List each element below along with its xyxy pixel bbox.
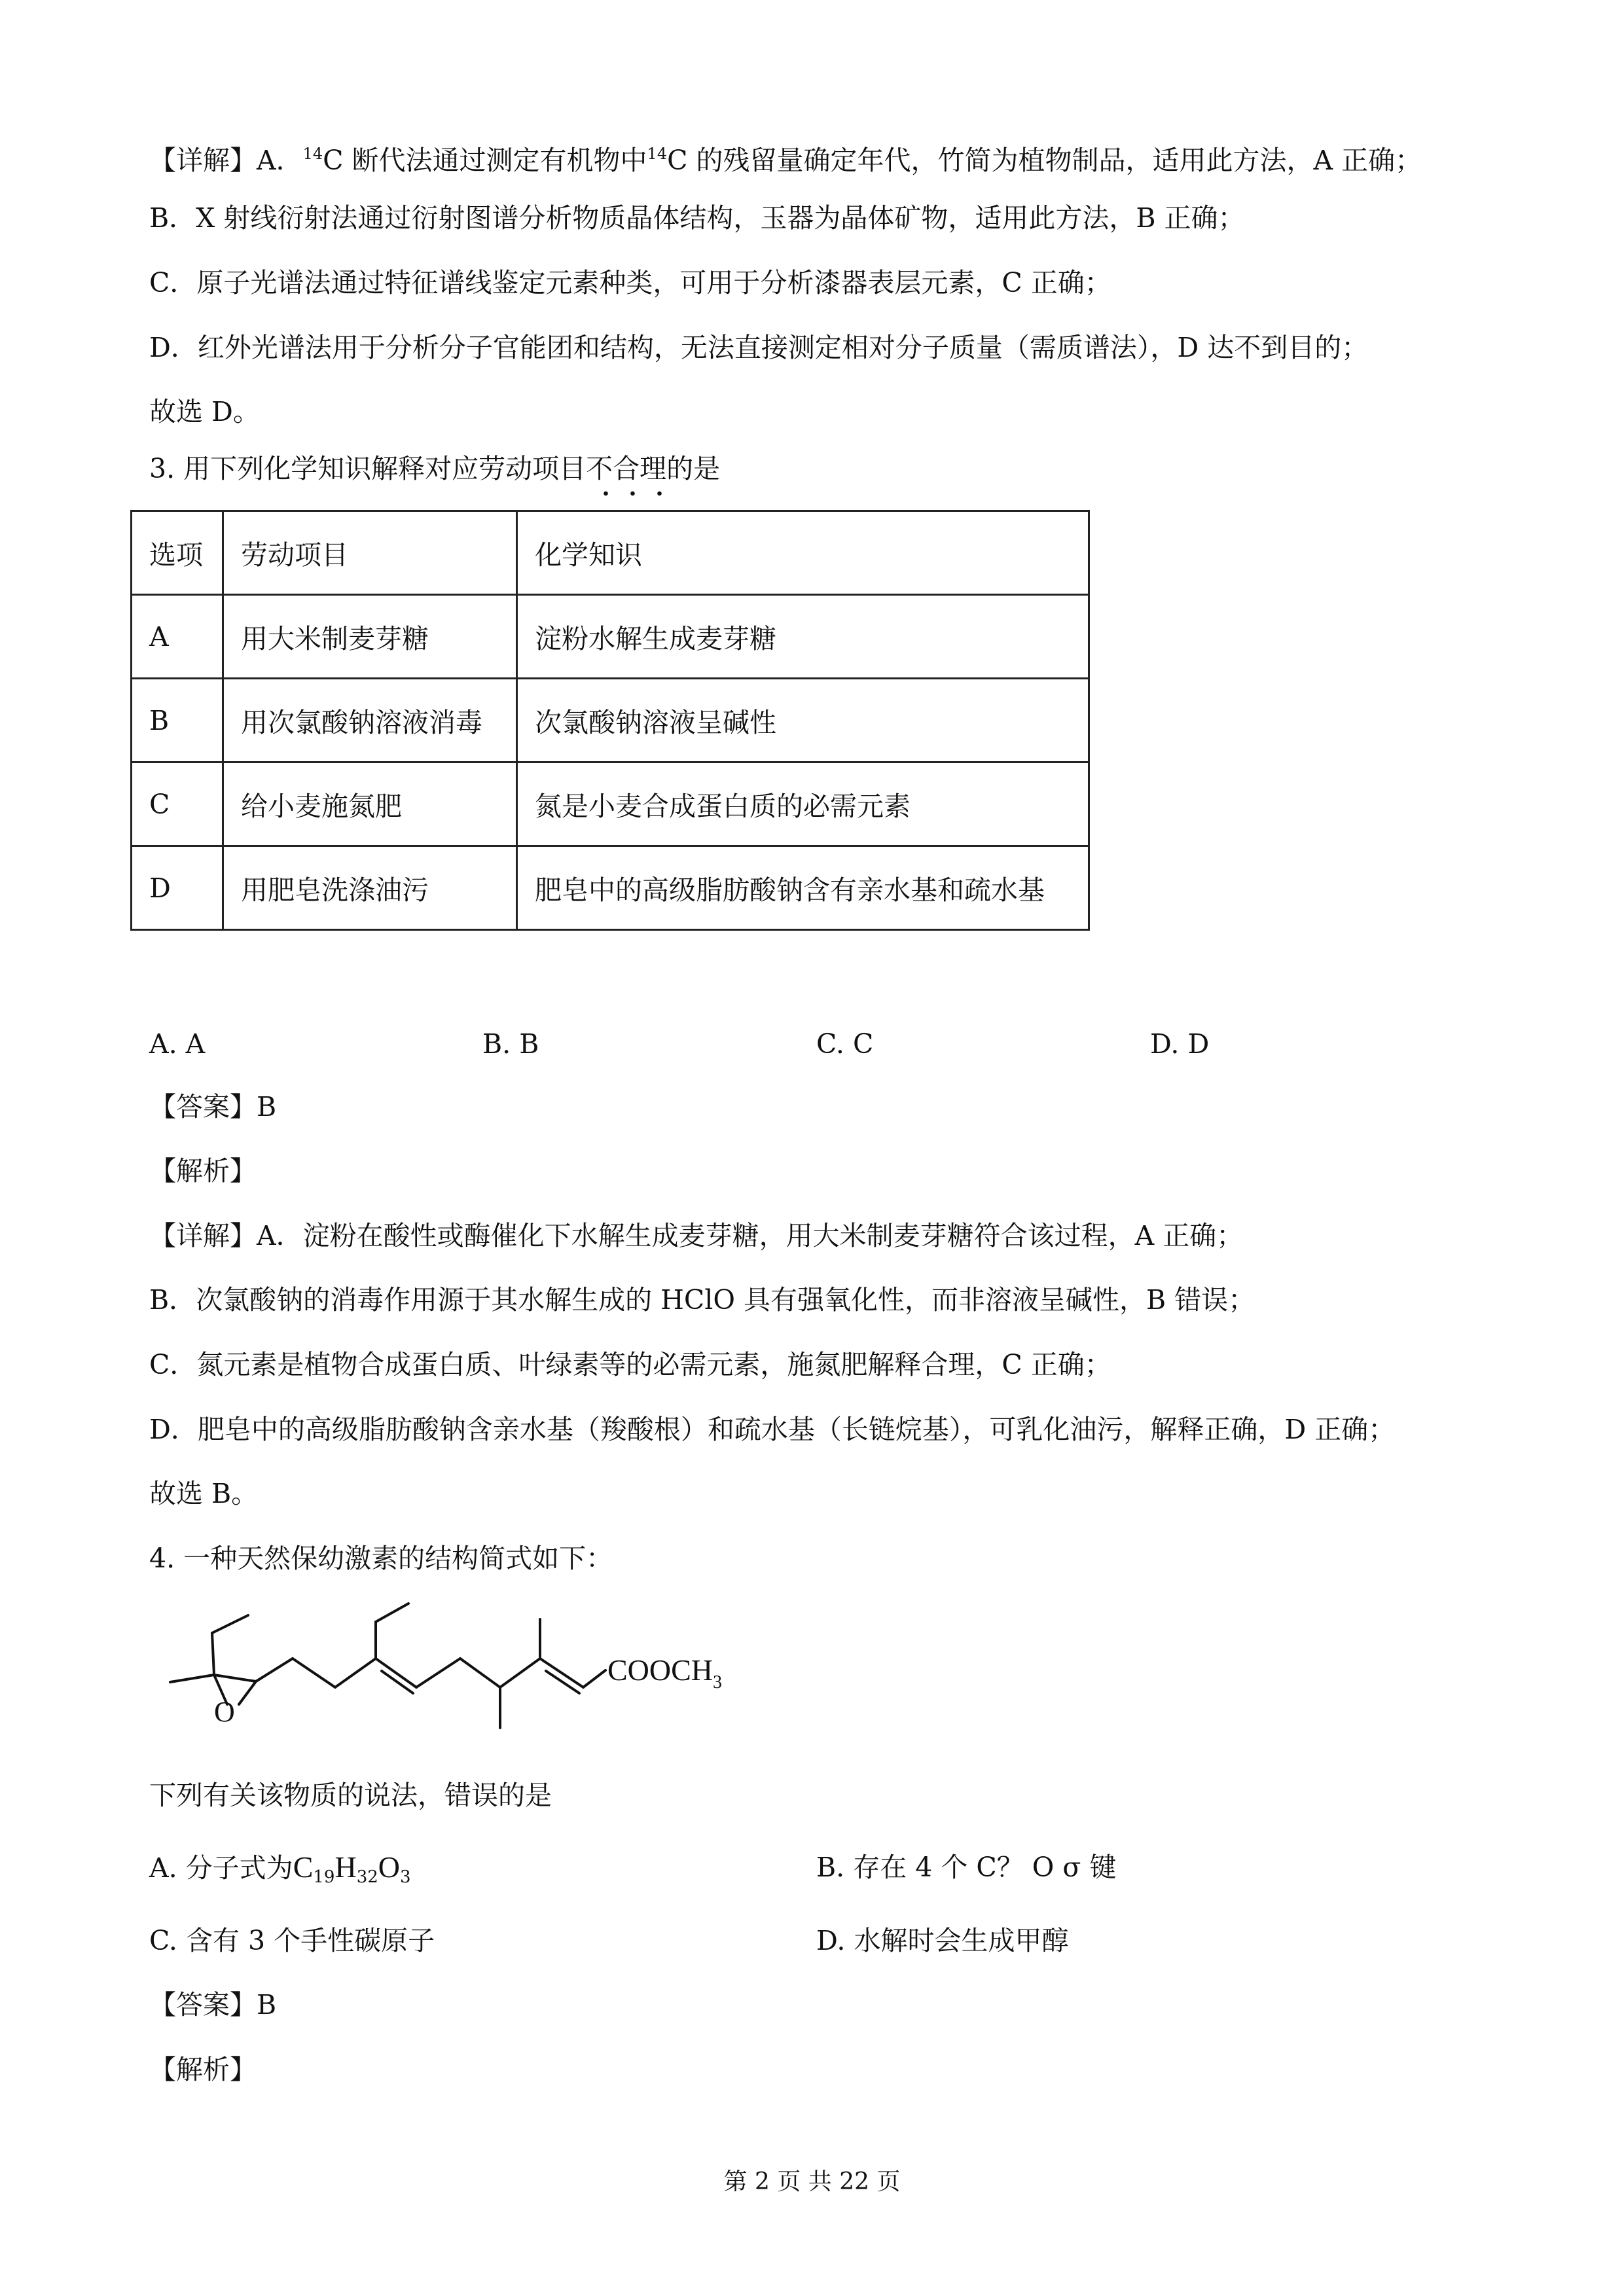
methyl-bond [170,1675,214,1682]
page-footer: 第 2 页 共 22 页 [723,2168,901,2195]
formula-element: O [378,1850,401,1884]
q4-answer: 【答案】B [149,1989,277,2020]
table-cell: B [132,679,223,762]
q2-line-a-end: C 的残留量确定年代，竹简为植物制品，适用此方法，A 正确； [667,145,1422,176]
table-header-cell: 选项 [132,511,223,595]
q4-analysis: 【解析】 [149,2054,257,2085]
table-cell: 用次氯酸钠溶液消毒 [223,679,517,762]
table-cell: 用大米制麦芽糖 [223,595,517,679]
table-cell: 氮是小麦合成蛋白质的必需元素 [517,762,1089,846]
chain-bond [293,1659,335,1687]
q3-stem [149,450,720,487]
epoxide-oxygen: O [214,1696,235,1728]
q3-detail-line-d: D．肥皂中的高级脂肪酸钠含亲水基（羧酸根）和疏水基（长链烷基），可乳化油污，解释正确，D 正确； [149,1414,1396,1445]
q2-detail-line-a [149,135,1422,179]
q2-detail-line-b: B．X 射线衍射法通过衍射图谱分析物质晶体结构，玉器为晶体矿物，适用此方法，B 正确； [149,202,1245,234]
ring-bond-o [239,1681,256,1704]
q3-detail-a-text: A．淀粉在酸性或酶催化下水解生成麦芽糖，用大米制麦芽糖符合该过程，A 正确； [257,1220,1244,1251]
chain-bond [256,1659,293,1681]
table-header-cell: 化学知识 [517,511,1089,595]
q4-question: 下列有关该物质的说法，错误的是 [149,1780,552,1811]
q3-option-c: C. C [816,1028,874,1060]
q2-conclusion: 故选 D。 [149,396,260,427]
table-cell: C [132,762,223,846]
q2-detail-line-c: C．原子光谱法通过特征谱线鉴定元素种类，可用于分析漆器表层元素，C 正确； [149,267,1111,298]
structural-formula [157,1590,785,1748]
table-cell: 给小麦施氮肥 [223,762,517,846]
q3-analysis: 【解析】 [149,1155,257,1187]
formula-element: H [334,1850,357,1884]
table-header-row [132,511,1089,595]
q4-option-d: D. 水解时会生成甲醇 [816,1925,1069,1956]
q4-option-c: C. 含有 3 个手性碳原子 [149,1925,435,1956]
q2-line-a-prefix: A． [257,145,303,176]
chain-bond [335,1659,376,1687]
ester-group-text: COOCH [607,1653,713,1687]
table-cell: 次氯酸钠溶液呈碱性 [517,679,1089,762]
q4-option-a-text: A. 分子式为 [149,1852,293,1884]
table-row [132,762,1089,846]
q2-detail-line-d: D．红外光谱法用于分析分子官能团和结构，无法直接测定相对分子质量（需质谱法），D 达不到目的； [149,332,1369,363]
formula-subscript: 3 [400,1867,411,1887]
q3-stem-emphasis: 不合理 [586,450,666,487]
ester-group-subscript: 3 [713,1672,723,1693]
isotope-superscript: 14 [647,145,668,163]
chain-bond [460,1659,500,1687]
q3-table [130,510,1090,931]
detail-label: 【详解】 [149,1220,257,1251]
ethyl-bond [376,1604,408,1622]
table-row [132,679,1089,762]
table-header-cell: 劳动项目 [223,511,517,595]
q3-option-a: A. A [149,1028,206,1060]
q3-answer: 【答案】B [149,1091,277,1122]
table-cell: 用肥皂洗涤油污 [223,846,517,930]
q3-option-b: B. B [482,1028,539,1060]
ester-bond [583,1670,605,1687]
table-cell: A [132,595,223,679]
q3-detail-line-c: C．氮元素是植物合成蛋白质、叶绿素等的必需元素，施氮肥解释合理，C 正确； [149,1349,1111,1380]
isotope-superscript: 14 [302,145,323,163]
double-bond [376,1659,416,1687]
table-cell: D [132,846,223,930]
chain-bond [416,1659,460,1687]
formula-subscript: 32 [356,1867,378,1887]
table-row [132,846,1089,930]
formula-subscript: 19 [313,1867,335,1887]
chain-bond [500,1659,540,1687]
q3-detail-line-b: B．次氯酸钠的消毒作用源于其水解生成的 HClO 具有强氧化性，而非溶液呈碱性，B 错误； [149,1284,1255,1316]
ring-bond [214,1675,256,1681]
q3-option-d: D. D [1150,1028,1210,1060]
q3-stem-text: 3. 用下列化学知识解释对应劳动项目 [149,453,586,484]
formula-element: C [293,1850,314,1884]
ethyl-bond [212,1633,214,1675]
q2-line-a-middle: C 断代法通过测定有机物中 [323,145,647,176]
q4-option-b: B. 存在 4 个 C？ O σ 键 [816,1852,1117,1883]
q3-conclusion: 故选 B。 [149,1478,259,1509]
q4-stem: 4. 一种天然保幼激素的结构简式如下： [149,1543,613,1574]
table-row [132,595,1089,679]
q4-option-a [149,1849,411,1895]
q3-detail-line-a [149,1217,1243,1254]
ester-group [607,1653,722,1693]
ethyl-bond [212,1615,248,1633]
detail-label: 【详解】 [149,145,257,176]
table-cell: 淀粉水解生成麦芽糖 [517,595,1089,679]
table-cell: 肥皂中的高级脂肪酸钠含有亲水基和疏水基 [517,846,1089,930]
q3-stem-end: 的是 [666,453,721,484]
